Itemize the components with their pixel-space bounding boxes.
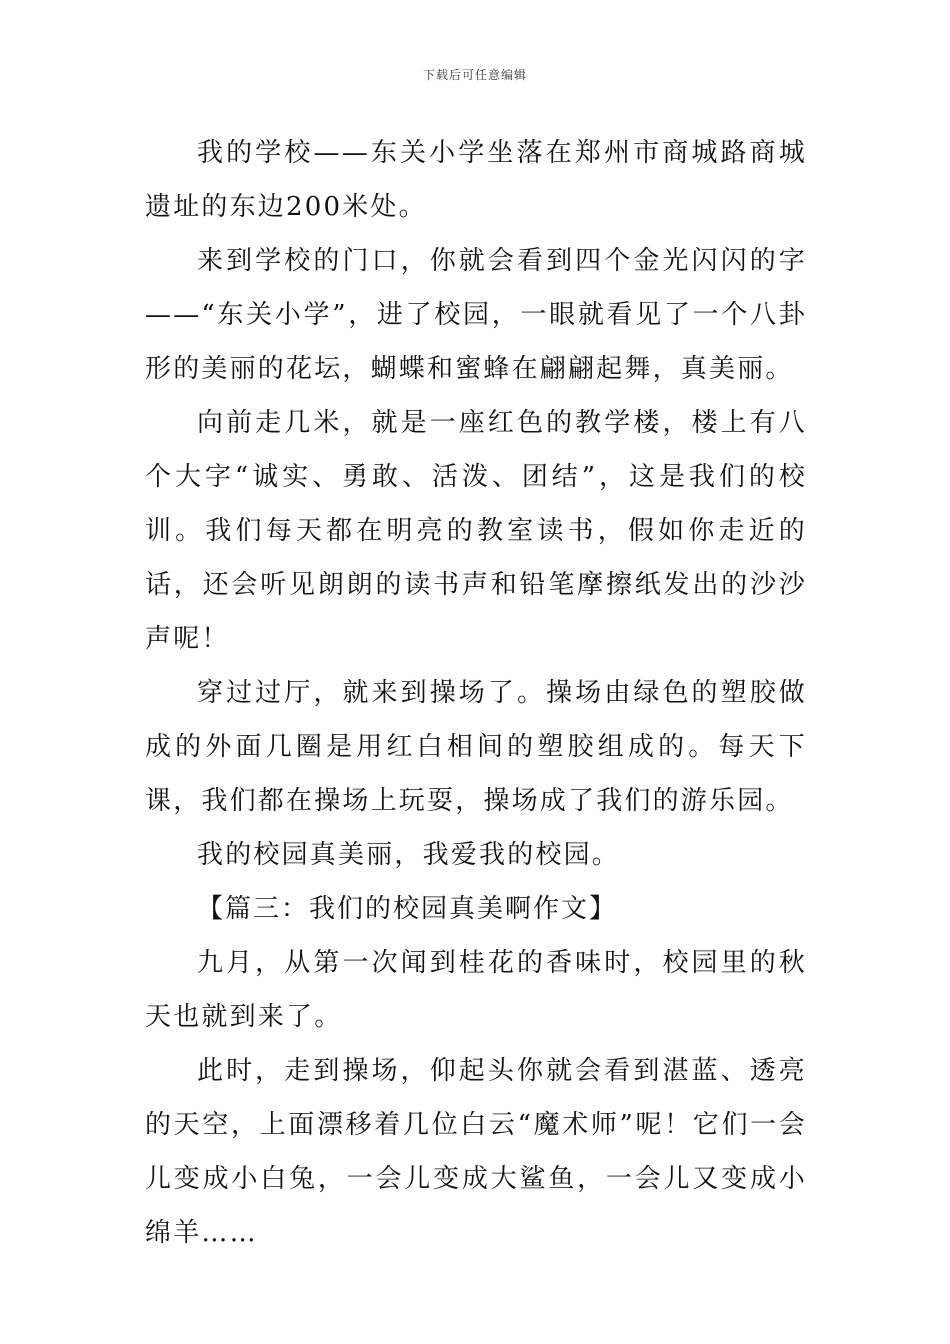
section-heading: 【篇三：我们的校园真美啊作文】 bbox=[197, 894, 618, 924]
paragraph-september: 九月，从第一次闻到桂花的香味时，校园里的秋天也就到来了。 bbox=[145, 948, 807, 1032]
paragraph-conclusion: 我的校园真美丽，我爱我的校园。 bbox=[197, 840, 621, 870]
paragraph-playground: 穿过过厅，就来到操场了。操场由绿色的塑胶做成的外面几圈是用红白相间的塑胶组成的。每天下课，我们都在操场上玩耍，操场成了我们的游乐园。 bbox=[145, 678, 807, 816]
document-body bbox=[145, 126, 807, 1260]
paragraph-sky: 此时，走到操场，仰起头你就会看到湛蓝、透亮的天空，上面漂移着几位白云“魔术师”呢！它们一会儿变成小白兔，一会儿变成大鲨鱼，一会儿又变成小绵羊…… bbox=[145, 1056, 807, 1248]
page-header-note: 下载后可任意编辑 bbox=[422, 68, 527, 82]
paragraph-teaching-building: 向前走几米，就是一座红色的教学楼，楼上有八个大字“诚实、勇敢、活泼、团结”，这是我们的校训。我们每天都在明亮的教室读书，假如你走近的话，还会听见朗朗的读书声和铅笔摩擦纸发出的沙沙声呢！ bbox=[145, 408, 807, 654]
paragraph-school-gate: 来到学校的门口，你就会看到四个金光闪闪的字——“东关小学”，进了校园，一眼就看见了一个八卦形的美丽的花坛，蝴蝶和蜜蜂在翩翩起舞，真美丽。 bbox=[145, 246, 807, 384]
paragraph-school-location: 我的学校——东关小学坐落在郑州市商城路商城遗址的东边200米处。 bbox=[145, 138, 807, 222]
